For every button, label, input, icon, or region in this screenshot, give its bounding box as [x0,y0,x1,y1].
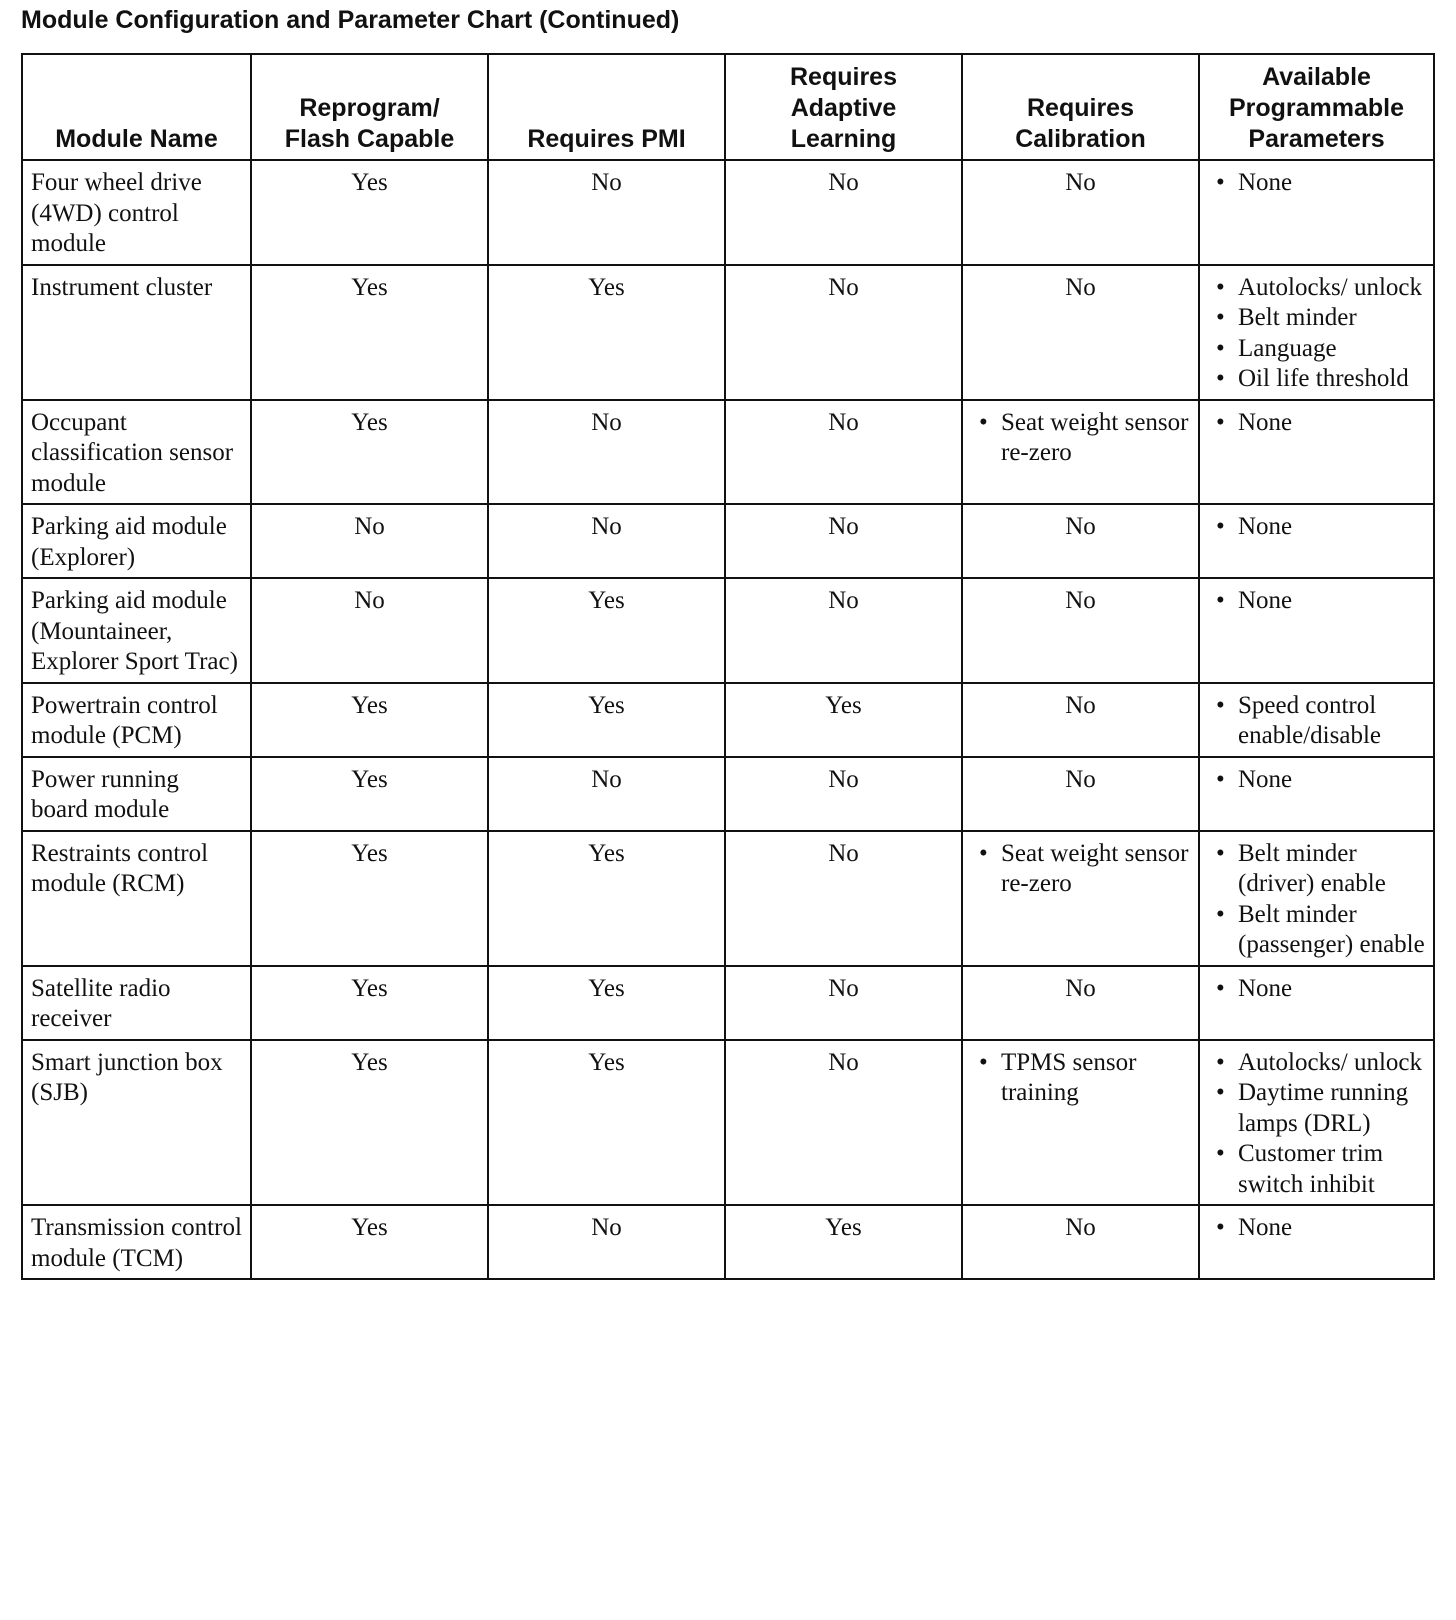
table-row [22,757,1434,831]
parameters-cell [1199,966,1434,1040]
parameter-item: • Belt minder (passenger) enable [1208,900,1425,961]
parameter-item: • Customer trim switch inhibit [1208,1139,1425,1200]
parameter-item: • Autolocks/ unlock [1208,1048,1425,1079]
flash-capable-cell: Yes [251,683,488,757]
flash-capable-cell: No [251,504,488,578]
requires-pmi-cell: Yes [488,966,725,1040]
parameter-item-list [1208,512,1425,543]
parameter-item-list [1208,168,1425,199]
flash-capable-cell: Yes [251,1205,488,1279]
module-name-cell: Four wheel drive (4WD) control module [22,160,251,265]
requires-adaptive-cell: No [725,1040,962,1206]
module-name-cell: Transmission control module (TCM) [22,1205,251,1279]
requires-calibration-cell: No [962,265,1199,400]
table-row [22,265,1434,400]
requires-pmi-cell: Yes [488,1040,725,1206]
requires-adaptive-cell: No [725,831,962,966]
requires-adaptive-cell: No [725,160,962,265]
table-row [22,1205,1434,1279]
parameter-item-list [1208,1048,1425,1201]
parameter-item-list [1208,1213,1425,1244]
requires-calibration-cell: No [962,1205,1199,1279]
module-name-cell: Smart junction box (SJB) [22,1040,251,1206]
table-row [22,160,1434,265]
parameter-item-list [1208,408,1425,439]
requires-pmi-cell: No [488,160,725,265]
requires-calibration-cell: No [962,757,1199,831]
table-row [22,1040,1434,1206]
table-row [22,578,1434,683]
flash-capable-cell: Yes [251,160,488,265]
header-module-name: Module Name [22,54,251,160]
parameters-cell [1199,683,1434,757]
table-row [22,400,1434,505]
parameter-item-list [1208,691,1425,752]
flash-capable-cell: Yes [251,966,488,1040]
flash-capable-cell: Yes [251,400,488,505]
calibration-item-list [971,1048,1190,1109]
module-name-cell: Restraints control module (RCM) [22,831,251,966]
calibration-item-list [971,839,1190,900]
parameters-cell [1199,831,1434,966]
parameter-item: • Belt minder [1208,303,1425,334]
table-row [22,831,1434,966]
requires-adaptive-cell: No [725,400,962,505]
requires-pmi-cell: No [488,504,725,578]
flash-capable-cell: Yes [251,1040,488,1206]
requires-pmi-cell: No [488,400,725,505]
calibration-item: • Seat weight sensor re-zero [971,408,1190,469]
parameter-item: • None [1208,974,1425,1005]
requires-pmi-cell: No [488,757,725,831]
parameter-item-list [1208,765,1425,796]
requires-calibration-cell [962,831,1199,966]
requires-adaptive-cell: No [725,966,962,1040]
parameters-cell [1199,578,1434,683]
requires-calibration-cell: No [962,966,1199,1040]
module-name-cell: Instrument cluster [22,265,251,400]
calibration-item: • TPMS sensor training [971,1048,1190,1109]
requires-adaptive-cell: No [725,504,962,578]
parameter-item: • None [1208,512,1425,543]
parameter-item: • None [1208,408,1425,439]
parameter-item: • Speed control enable/disable [1208,691,1425,752]
table-header-row [22,54,1434,160]
parameter-item: • Autolocks/ unlock [1208,273,1425,304]
page-title: Module Configuration and Parameter Chart (Continued) [21,6,680,34]
module-name-cell: Parking aid module (Mountaineer, Explorer Sport Trac) [22,578,251,683]
parameter-item-list [1208,273,1425,395]
flash-capable-cell: No [251,578,488,683]
calibration-item: • Seat weight sensor re-zero [971,839,1190,900]
parameters-cell [1199,160,1434,265]
module-name-cell: Powertrain control module (PCM) [22,683,251,757]
requires-adaptive-cell: Yes [725,1205,962,1279]
parameters-cell [1199,757,1434,831]
requires-adaptive-cell: No [725,578,962,683]
header-reprogram-flash: Reprogram/ Flash Capable [251,54,488,160]
module-parameter-table [21,53,1435,1280]
header-requires-pmi: Requires PMI [488,54,725,160]
calibration-item-list [971,408,1190,469]
requires-calibration-cell: No [962,683,1199,757]
flash-capable-cell: Yes [251,265,488,400]
header-requires-calibration: Requires Calibration [962,54,1199,160]
module-name-cell: Occupant classification sensor module [22,400,251,505]
module-name-cell: Power running board module [22,757,251,831]
requires-calibration-cell [962,400,1199,505]
parameter-item-list [1208,974,1425,1005]
parameters-cell [1199,400,1434,505]
header-available-parameters: Available Programmable Parameters [1199,54,1434,160]
flash-capable-cell: Yes [251,757,488,831]
parameter-item: • Belt minder (driver) enable [1208,839,1425,900]
parameter-item: • None [1208,1213,1425,1244]
flash-capable-cell: Yes [251,831,488,966]
parameter-item: • Language [1208,334,1425,365]
requires-calibration-cell: No [962,160,1199,265]
parameter-item: • Oil life threshold [1208,364,1425,395]
requires-pmi-cell: Yes [488,265,725,400]
requires-calibration-cell [962,1040,1199,1206]
requires-calibration-cell: No [962,578,1199,683]
parameter-item-list [1208,839,1425,961]
table-row [22,966,1434,1040]
requires-adaptive-cell: No [725,757,962,831]
requires-pmi-cell: Yes [488,578,725,683]
requires-calibration-cell: No [962,504,1199,578]
parameters-cell [1199,1040,1434,1206]
parameter-item: • None [1208,586,1425,617]
table-row [22,504,1434,578]
header-requires-adaptive: Requires Adaptive Learning [725,54,962,160]
requires-adaptive-cell: No [725,265,962,400]
parameter-item-list [1208,586,1425,617]
parameter-item: • None [1208,765,1425,796]
parameters-cell [1199,1205,1434,1279]
requires-adaptive-cell: Yes [725,683,962,757]
parameter-item: • None [1208,168,1425,199]
parameter-item: • Daytime running lamps (DRL) [1208,1078,1425,1139]
parameters-cell [1199,265,1434,400]
requires-pmi-cell: No [488,1205,725,1279]
module-name-cell: Satellite radio receiver [22,966,251,1040]
table-row [22,683,1434,757]
requires-pmi-cell: Yes [488,831,725,966]
requires-pmi-cell: Yes [488,683,725,757]
module-name-cell: Parking aid module (Explorer) [22,504,251,578]
parameters-cell [1199,504,1434,578]
